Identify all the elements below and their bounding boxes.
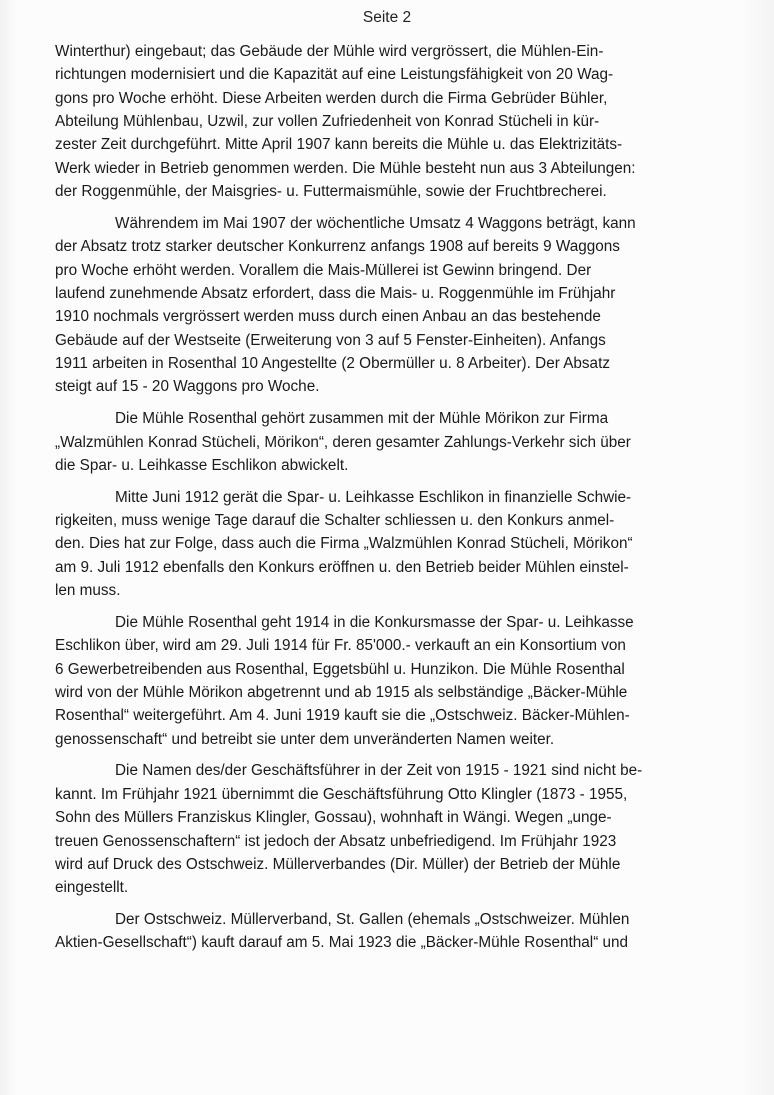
text-line: Aktien-Gesellschaft“) kauft darauf am 5. Mai 1923 die „Bäcker-Mühle Rosenthal“ und [55,934,629,952]
text-line: 6 Gewerbetreibenden aus Rosenthal, Eggetsbühl u. Hunzikon. Die Mühle Rosenthal [55,660,625,678]
text-line: 1910 nochmals vergrössert werden muss durch einen Anbau an das bestehende [55,308,601,326]
text-line: Die Namen des/der Geschäftsführer in der Zeit von 1915 - 1921 sind nicht be- [115,762,643,780]
text-line: laufend zunehmende Absatz erfordert, dass die Mais- u. Roggenmühle im Frühjahr [55,284,616,302]
paragraph [55,40,715,203]
text-line: richtungen modernisiert und die Kapazität auf eine Leistungsfähigkeit von 20 Wag- [55,66,614,84]
text-line: kannt. Im Frühjahr 1921 übernimmt die Geschäftsführung Otto Klingler (1873 - 1955, [55,785,628,803]
text-line: Mitte Juni 1912 gerät die Spar- u. Leihkasse Eschlikon in finanzielle Schwie- [115,488,632,506]
text-line: genossenschaft“ und betreibt sie unter dem unveränderten Namen weiter. [55,730,555,748]
paragraph [55,759,715,899]
text-line: pro Woche erhöht werden. Vorallem die Mais-Müllerei ist Gewinn bringend. Der [55,261,592,279]
text-line: Der Ostschweiz. Müllerverband, St. Gallen (ehemals „Ostschweizer. Mühlen [115,911,630,929]
text-line: am 9. Juli 1912 ebenfalls den Konkurs eröffnen u. den Betrieb beider Mühlen einstel- [55,558,629,576]
text-line: rigkeiten, muss wenige Tage darauf die Schalter schliessen u. den Konkurs anmel- [55,512,615,530]
text-line: „Walzmühlen Konrad Stücheli, Mörikon“, deren gesamter Zahlungs-Verkehr sich über [55,433,631,451]
text-line: steigt auf 15 - 20 Waggons pro Woche. [55,378,320,396]
text-line: Winterthur) eingebaut; das Gebäude der Mühle wird vergrössert, die Mühlen-Ein- [55,43,604,60]
text-line: Die Mühle Rosenthal gehört zusammen mit der Mühle Mörikon zur Firma [115,410,609,428]
text-line: wird von der Mühle Mörikon abgetrennt und ab 1915 als selbständige „Bäcker-Mühle [55,683,628,701]
text-line: eingestellt. [55,879,129,897]
text-line: Sohn des Müllers Franziskus Klingler, Gossau), wohnhaft in Wängi. Wegen „unge- [55,809,612,827]
text-line: Die Mühle Rosenthal geht 1914 in die Konkursmasse der Spar- u. Leihkasse [115,613,634,631]
text-line: den. Dies hat zur Folge, dass auch die Firma „Walzmühlen Konrad Stücheli, Mörikon“ [55,535,633,553]
text-line: Eschlikon über, wird am 29. Juli 1914 für Fr. 85'000.- verkauft an ein Konsortium von [55,637,626,655]
paragraph [55,611,715,751]
text-line: Währendem im Mai 1907 der wöchentliche Umsatz 4 Waggons beträgt, kann [115,214,636,232]
text-line: Rosenthal“ weitergeführt. Am 4. Juni 1919 kauft sie die „Ostschweiz. Bäcker-Mühlen- [55,707,630,725]
paragraph [55,486,715,603]
text-line: der Roggenmühle, der Maisgries- u. Futtermaismühle, sowie der Fruchtbrecherei. [55,183,607,201]
text-line: treuen Genossenschaftern“ ist jedoch der Absatz unbefriedigend. Im Frühjahr 1923 [55,832,617,850]
text-line: der Absatz trotz starker deutscher Konkurrenz anfangs 1908 auf bereits 9 Waggons [55,238,620,256]
text-line: len muss. [55,582,121,600]
paragraph [55,908,715,955]
paragraph [55,407,715,477]
text-line: Abteilung Mühlenbau, Uzwil, zur vollen Zufriedenheit von Konrad Stücheli in kür- [55,113,600,131]
text-line: zester Zeit durchgeführt. Mitte April 1907 kann bereits die Mühle u. das Elektrizitäts- [55,136,623,154]
paragraph [55,212,715,399]
text-line: die Spar- u. Leihkasse Eschlikon abwickelt. [55,456,349,474]
text-line: wird auf Druck des Ostschweiz. Müllerverbandes (Dir. Müller) der Betrieb der Mühle [55,855,621,873]
text-line: Werk wieder in Betrieb genommen werden. Die Mühle besteht nun aus 3 Abteilungen: [55,159,636,177]
text-line: Gebäude auf der Westseite (Erweiterung von 3 auf 5 Fenster-Einheiten). Anfangs [55,331,606,349]
text-line: gons pro Woche erhöht. Diese Arbeiten werden durch die Firma Gebrüder Bühler, [55,89,608,107]
document-body [55,40,715,963]
page-number-header: Seite 2 [362,9,412,26]
text-line: 1911 arbeiten in Rosenthal 10 Angestellte (2 Obermüller u. 8 Arbeiter). Der Absatz [55,354,610,372]
